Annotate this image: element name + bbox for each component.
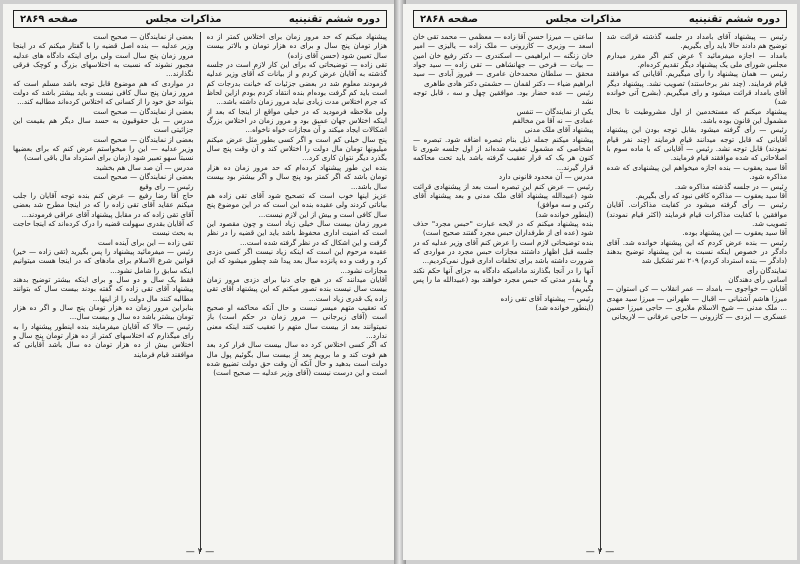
- paragraph: عزیز اینها خوب است که تصحیح شود آقای تقی زاده هم بیاناتی کردند ولی عقیده بنده این است که در این موضوع پنج سال کافی است و بیش از این لازم نیست...: [206, 190, 387, 219]
- paragraph: مدرس — آن محدود قانونی دارد: [498, 172, 594, 182]
- text-columns: [413, 32, 787, 552]
- paragraph: رئیس — عده حضار بود. موافقین چهل و سه ، قابل توجه نشد: [413, 88, 594, 107]
- paragraph: رئیس — پیشنهاد آقای بامداد در جلسه گذشته قرائت شد توضیح هم دادند حالا باید رأی بگیریم.: [606, 32, 787, 51]
- paragraph: رئیس — پیشنهاد آقای تقی زاده: [500, 293, 594, 303]
- header-title: مذاکرات مجلس: [145, 13, 222, 25]
- paragraph: پیشنهاد میکنم جمله ذیل بنام تبصره اضافه شود. تبصره — اشخاصی که مشمول تعقیب شده‌اند از اول جلسه شوری تا کنون هر یک که قرار تعقیب گرفته باشد باید تحت محاکمه قرار گیرند...: [413, 134, 594, 172]
- header-title: مذاکرات مجلس: [545, 13, 622, 25]
- right-page: [403, 4, 797, 560]
- paragraph: تقی زاده — این برای آینده است: [97, 237, 194, 247]
- paragraph: در مواردی که هم موضوع قابل توجه باشد مسلم است که مرور زمان پنج سال کافی نیست و باید بیشتر باشد که دولت بتواند حق خود را از کسانی که اختلاس کرده‌اند مطالبه کند...: [13, 78, 194, 107]
- paragraph: رئیس — رای وقیع: [139, 181, 194, 191]
- paragraph: مرور زمان بیست سال خیلی زیاد است و چون مقصود این است که امنیت اداری محفوظ باشد باید این قضیه را در نظر گرفت و این اشکال که در نظر گرفته شده است...: [206, 218, 387, 247]
- paragraph: پنج سال خیلی کم است و اگر کسی بطور مثل عرض میکنم میلیونها تومان مال دولت را اختلاس کند و آن وقت پنج سال بگذرد دیگر نتوان کاری کرد...: [206, 134, 387, 163]
- paragraph: آقا سید یعقوب — بنده اجازه میخواهم این پیشنهادی که شده مذاکره شود.: [606, 162, 787, 182]
- text-columns: [13, 32, 387, 552]
- column-left: [413, 32, 594, 552]
- paragraph: که تعقیب متهم میسر نیست و حال آنکه محاکمه او صحیح است (آقای زیرجانی — مرور زمان در حکم است) باز نمیتوانند بعد از بیست سال متهم را تعقیب کنند اینکه معنی ندارد...: [206, 302, 387, 340]
- column-right: [207, 32, 388, 552]
- paragraph: عقیده مرحوم این است که اینکه زیاد نیست اگر کسی دزدی کرد و رفت و ده پانزده سال بعد پیدا شد چطور میشود که این مجازات نشود...: [206, 246, 387, 275]
- header-volume: دوره ششم تقنینیه: [688, 13, 780, 25]
- paragraph: وزیر عدلیه — این را میخواستم عرض کنم که برای بعضیها نسبتاً سهو تعبیر شود (زمان برای استرداد مال باقی است): [13, 144, 194, 163]
- header-volume: دوره ششم تقنینیه: [288, 13, 380, 25]
- paragraph: بنده پیشنهاد میکنم که در لایحه عبارت "حبس مجرد" حذف شود (عده ای از طرفداران حبس مجرد گفتند صحیح است): [413, 218, 594, 238]
- paragraph: اسامی رأی دهندگان: [728, 274, 787, 284]
- paragraph: حاج آقا رضا رفیع — عرض کنم بنده توجه آقایان را جلب میکنم عقاید آقای تقی زاده را که در اینجا مطرح شد بعضی آقای تقی زاده که در مقابل پیشنهاد آقای عراقی فرمودند...: [13, 190, 194, 219]
- column-left: [13, 32, 194, 552]
- paragraph: ولی ملاحظه فرمودید که در خیلی مواقع از اینجا که بعد از اینکه اختلاس جهان عمیق بود و مرور زمان در اختلاس بزرگ اشکالات ایجاد میکند و آن مجازات خواه ناخواه...: [206, 106, 387, 135]
- paragraph: آقا سید یعقوب — این پیشنهاد بوده.: [682, 228, 787, 238]
- paragraph: پیشنهاد آقای ملک مدنی: [524, 125, 594, 135]
- paragraph: آقایان میدانند که در هیچ جای دنیا برای دزدی مرور زمان بیست سال نیست بنده تصور میکنم که این پیشنهاد آقای تقی زاده یک قدری زیاد است...: [206, 274, 387, 303]
- page-header: [413, 10, 787, 28]
- paragraph: رئیس — میفرمائید پیشنهاد را پس بگیرید (تقی زاده — خیر) قوانین شرع الاسلام برای مادهای که در اینجا هست میتوانیم اینکه سابق را شامل نشود...: [13, 246, 194, 275]
- paragraph: بعضی از نمایندگان — صحیح است: [93, 134, 194, 144]
- paragraph: آقا سید یعقوب — مذاکره کافی نبود که رأی بگیریم.: [635, 190, 787, 200]
- paragraph: آنها را در آنجا بگذارند مادامیکه دادگاه به جزای آنها حکم نکند و یا بقدر مدتی که حبس مجرد خواهند بود (عبیدالله ما را پس بگیریم): [413, 265, 594, 294]
- paragraph: رئیس — در جلسه گذشته مذاکره شد.: [674, 181, 787, 191]
- paragraph: (اینطور خوانده شد): [535, 302, 594, 312]
- paragraph: بعضی از نمایندگان — صحیح است: [93, 106, 194, 116]
- left-page: [3, 4, 397, 560]
- header-page-number: صفحه ۲۸۶۸: [420, 13, 479, 25]
- paragraph: که اگر کسی اختلاس کرد ده سال بیست سال فرار کرد بعد هم فوت کند و ما برویم بعد از بیست سال بگوئیم پول مال دولت است بدهید و حال آنکه آن وقت حق دولت تضییع شده است و این درست نیست (آقای وزیر عدلیه — صحیح است): [206, 340, 387, 378]
- page-footer: — ۲ —: [585, 547, 615, 557]
- column-right: [607, 32, 788, 552]
- paragraph: رئیس — رأی گرفته میشود در کفایت مذاکرات. آقایان موافقین با کفایت مذاکرات قیام فرمایند (اکثر قیام نمودند) تصویب شد.: [606, 200, 787, 228]
- paragraph: عمادی — نه آقا من مخالفم: [512, 116, 594, 126]
- header-page-number: صفحه ۲۸۶۹: [20, 13, 79, 25]
- page-header: [13, 10, 387, 28]
- paragraph: مدرس — آن صد سال هم بخشید: [95, 162, 194, 172]
- paragraph: رئیس — رأی گرفته میشود بقابل توجه بودن این پیشنهاد آقایانی که قابل توجه میدانند قیام فرمایند (چند نفر قیام نمودند) قابل توجه نشد. رئیس — آقایانی که با ماده سوم با اصلاحاتی که شده موافقند قیام فرمایند.: [606, 125, 787, 163]
- paragraph: بعضی از نمایندگان — صحیح است: [93, 172, 194, 182]
- page-footer: — ۲ —: [185, 547, 215, 557]
- paragraph: پیشنهاد میکنم که حد مرور زمان برای اختلاس کمتر از ده هزار تومان پنج سال و برای ده هزار تومان و بالاتر بیست سال تعیین شود (حسن آقای زاده): [206, 32, 387, 60]
- paragraph: ساعتی — میرزا حسن آقا زاده — معظمی — محمد تقی خان اسعد — وزیری — کازرونی — ملک زاده — یالیزی — امیر خان زنگنه — ابراهیمی — اسکندری — دکتر رفیع خان امین — بیات — فرخی — جهانشاهی — تقی زاده — سید جواد محقق — سلطان محمدخان عامری — فیروز آبادی — سید ابراهیم ضیاء — دکتر لقمان — حشمتی دکتر هادی طاهری: [413, 32, 594, 88]
- paragraph: رئیس — بنده عرض کردم که این پیشنهاد خوانده شد. آقای دادگر در خصوص اینکه نسبت به این پیشنهاد توضیح بدهند (دادگر — بنده استرداد کردم) ۲۰۹ نفر تشکیل شد: [606, 237, 787, 266]
- paragraph: بنده توضیحاتی لازم است را عرض کنم آقای وزیر عدلیه که در جلسه قبل اظهار داشتند مجازات حبس مجرد در مواردی که ضرورت داشته باشد برای تخلفات اداری قبول نمی‌کردیم...: [413, 237, 594, 266]
- column-divider: [600, 32, 601, 552]
- paragraph: آقایان — خواجوی — بامداد — عمر انقلاب — کی استوان — میرزا هاشم آشتیانی — اقبال — طهرانی — میرزا سید مهدی ... ملک مدنی — شیخ الاسلام ملایری — حاجی میرزا حسین عسکری — ایزدی — کازرونی — حاجی عرفانی — لاریجانی: [606, 284, 787, 322]
- paragraph: مدرس — بل حقوقیون به حسد سال دیگر هم بقیمت این جزائیتی است: [13, 116, 194, 135]
- paragraph: بنابراین مرور زمان ده هزار تومان پنج سال و اگر ده هزار تومان بیشتر باشد ده سال و بیست سال...: [13, 302, 194, 322]
- paragraph: رئیس — عرض کنم این تبصره است بعد از پیشنهادی قرائت شود (عبیدالله پیشنهاد آقای ملک مدنی و بعد پیشنهاد آقای رکنی و سه موافق): [413, 181, 594, 210]
- paragraph: تقی زاده — توضیحاتی که برای این کار لازم است در جلسه گذشته به آقایان عرض کردم و از بیانات که آقای وزیر عدلیه فرمودند معلوم شد در بعضی جزئیات که خیانت بدرجات کم است باید کم گرفت بوده‌ام بنده انتقاد کردم بودم ازاین لحاظ که جرم اختلاس مدت زیادی نباید مرور زمان داشته باشد...: [206, 60, 387, 107]
- paragraph: که آقایان بقدری سهولت قضیه را درک کرده‌اند که اینجا حاجت به بحث نیست: [13, 218, 194, 238]
- paragraph: بامداد — اجازه میفرمائید ؟ عرض کنم اگر مقرر میدارم مجلس شورای ملی یک پیشنهاد دیگر تقدیم کرده‌ام.: [606, 50, 787, 70]
- paragraph: بنده این طور پیشنهاد کرده‌ام که حد مرور زمان ده هزار تومان باشد که اگر کمتر بود پنج سال و اگر بیشتر بود بیست سال باشد...: [206, 162, 387, 191]
- paragraph: فقط یک سال و دو سال و برای اینکه بیشتر توضیح بدهند پیشنهاد آقای تقی زاده که گفته بودند بیست سال که بتوانند مطالبه کنند مال دولت را از اینها...: [13, 274, 194, 303]
- paragraph: رئیس — حالا که آقایان میفرمایند بنده اینطور پیشنهاد را به رای میگذارم که اختلاسهای کمتر از ده هزار تومان پنج سال و اختلاس بیش از ده هزار تومان ده سال باشد آقایانی که موافقند قیام فرمایند: [13, 321, 194, 359]
- paragraph: بعضی از نمایندگان — صحیح است: [93, 32, 194, 41]
- paragraph: وزیر عدلیه — بنده اصل قضیه را با گفتار میکنم که در اینجا مرور زمان پنج سال است ولی برای اینکه دادگاه های عدلیه مجبور نشوند که نسبت به اختلاسهای بزرگ و کوچک فرقی نگذارند...: [13, 41, 194, 79]
- paragraph: پیشنهاد میکنم که مستخدمین از اول مشروطیت تا بحال مشمول این قانون بوده باشد.: [606, 106, 787, 126]
- paragraph: رئیس — همان پیشنهاد را رأی میگیریم. آقایانی که موافقند قیام فرمایند. (چند نفر برخاستند) تصویب نشد. پیشنهاد دیگر آقای بامداد قرائت میشود و رای میگیریم. (بشرح آتی خوانده شد): [606, 69, 787, 107]
- paragraph: نمایندگان رأی: [746, 265, 787, 275]
- column-divider: [200, 32, 201, 552]
- paragraph: یکی از نمایندگان — تنفس: [516, 106, 594, 116]
- paragraph: (اینطور خوانده شد): [535, 209, 594, 219]
